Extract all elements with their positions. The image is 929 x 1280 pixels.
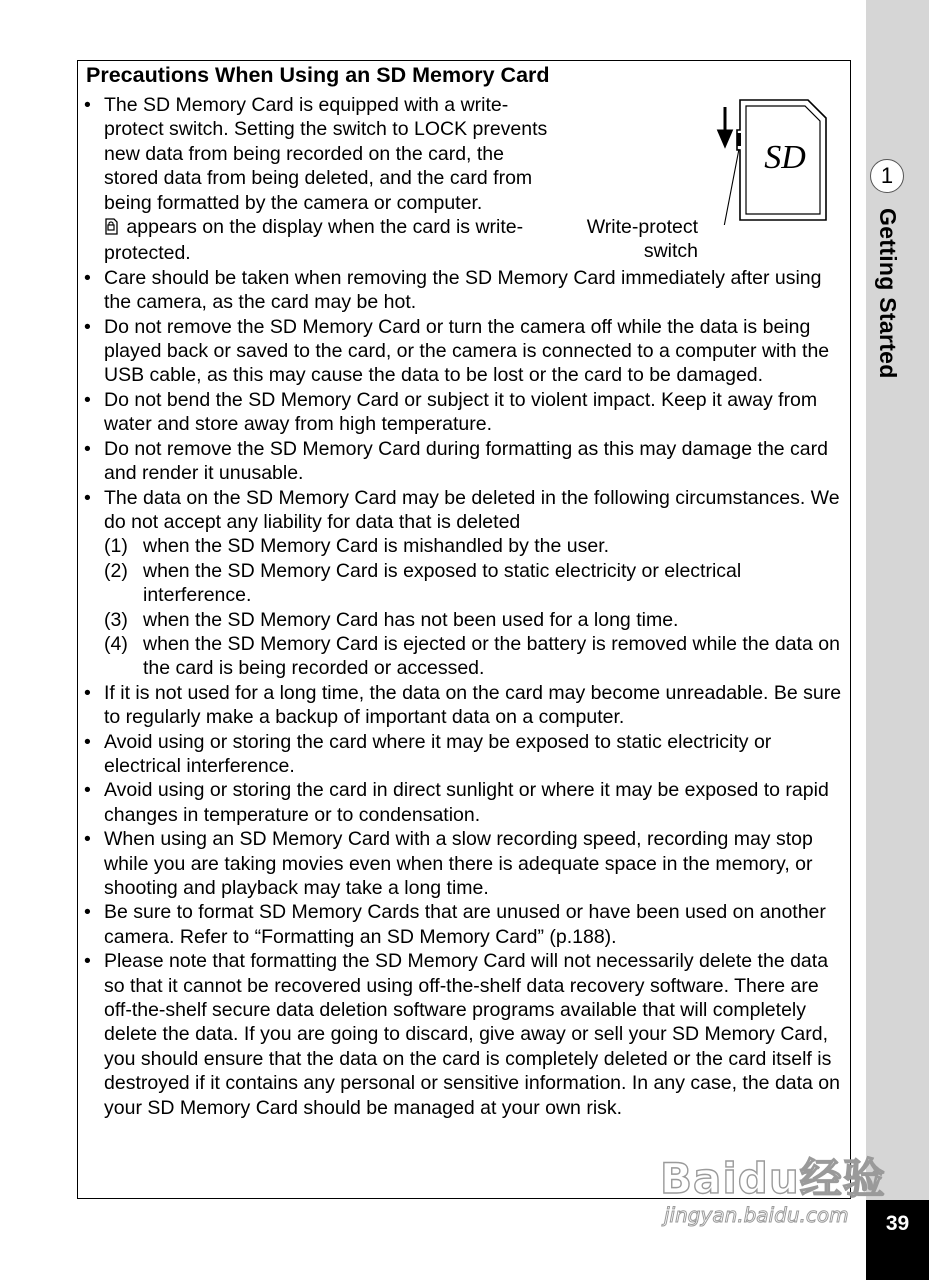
item-text: Care should be taken when removing the SD Memory Card immediately after using the camera, as the card may be hot. xyxy=(104,266,822,314)
watermark-url: jingyan.baidu.com xyxy=(664,1203,849,1227)
callout-label-line2: switch xyxy=(643,240,698,263)
write-protect-icon xyxy=(104,217,121,241)
bullet: • xyxy=(84,730,91,753)
bullet: • xyxy=(84,486,91,509)
sub-item-number: (4) xyxy=(104,632,128,655)
item-text: If it is not used for a long time, the data on the card may become unreadable. Be sure to regularly make a backup of important data on a computer. xyxy=(104,681,842,729)
chapter-title: Getting Started xyxy=(875,208,901,379)
list-item xyxy=(84,266,848,315)
item-text: Be sure to format SD Memory Cards that are unused or have been used on another camera. Refer to “Formatting an SD Memory Card” (p.188). xyxy=(104,901,826,948)
list-item xyxy=(84,388,848,437)
item-text: Do not remove the SD Memory Card or turn the camera off while the data is being played back or saved to the card, or the camera is connected to a computer with the USB cable, as this may cause the data to be lost or the card to be damaged. xyxy=(104,315,830,387)
list-item xyxy=(84,949,848,1120)
page-number: 39 xyxy=(885,1212,910,1235)
sub-list-item xyxy=(84,608,848,632)
bullet: • xyxy=(84,779,91,802)
list-item xyxy=(84,730,848,779)
bullet: • xyxy=(84,901,91,924)
item-text: The data on the SD Memory Card may be deleted in the following circumstances. We do not accept any liability for data that is deleted xyxy=(104,486,840,533)
sub-item-number: (3) xyxy=(104,608,128,631)
bullet: • xyxy=(84,315,91,338)
sub-item-text: when the SD Memory Card is exposed to static electricity or electrical interference. xyxy=(143,559,742,607)
sub-list-item xyxy=(84,632,848,681)
item-text: Do not bend the SD Memory Card or subject it to violent impact. Keep it away from water and store away from high temperature. xyxy=(104,388,818,436)
sub-list-item xyxy=(84,559,848,608)
item-text: Please note that formatting the SD Memory Card will not necessarily delete the data so that it cannot be recovered using off-the-shelf data recovery software. There are off-the-shelf secure data deletion software programs available that will completely delete the data. If you are going to discard, give away or sell your SD Memory Card, you should ensure that the data on the card is completely deleted or the card itself is destroyed if it contains any personal or sensitive information. In any case, the data on your SD Memory Card should be managed at your own risk. xyxy=(104,950,841,1119)
bullet: • xyxy=(84,388,91,411)
bullet: • xyxy=(84,94,91,116)
bullet: • xyxy=(84,437,91,460)
list-item xyxy=(84,681,848,730)
chapter-number-badge: 1 xyxy=(870,159,904,193)
item-text: Avoid using or storing the card in direct sunlight or where it may be exposed to rapid changes in temperature or to condensation. xyxy=(104,779,829,826)
list-item xyxy=(84,827,848,900)
item-text: The SD Memory Card is equipped with a write-protect switch. Setting the switch to LOCK prevents new data from being recorded on the card, the stored data from being deleted, and the card from being formatted by the camera or computer. xyxy=(104,94,548,214)
precautions-list xyxy=(84,93,848,1120)
sd-card-logo: SD xyxy=(764,139,806,176)
callout-label-line1: Write-protect xyxy=(586,216,698,238)
bullet: • xyxy=(84,681,91,704)
bullet: • xyxy=(84,828,91,851)
sub-list-item xyxy=(84,534,848,558)
sub-item-number: (1) xyxy=(104,535,128,558)
bullet: • xyxy=(84,266,91,289)
item-note xyxy=(104,215,554,266)
list-item xyxy=(84,93,848,266)
list-item xyxy=(84,778,848,827)
sub-item-text: when the SD Memory Card is mishandled by the user. xyxy=(143,535,610,558)
watermark-brand: Baidu经验 xyxy=(660,1154,886,1203)
list-item xyxy=(84,486,848,535)
sub-item-number: (2) xyxy=(104,559,128,582)
note-text: appears on the display when the card is write-protected. xyxy=(104,216,524,265)
sub-item-text: when the SD Memory Card has not been used for a long time. xyxy=(143,608,679,631)
bullet: • xyxy=(84,950,91,973)
item-text: Avoid using or storing the card where it may be exposed to static electricity or electrical interference. xyxy=(104,730,772,777)
list-item xyxy=(84,315,848,388)
sub-item-text: when the SD Memory Card is ejected or the battery is removed while the data on the card is being recorded or accessed. xyxy=(143,632,840,680)
item-text: When using an SD Memory Card with a slow recording speed, recording may stop while you are taking movies even when there is adequate space in the memory, or shooting and playback may take a long time. xyxy=(104,828,813,899)
list-item xyxy=(84,437,848,486)
section-heading: Precautions When Using an SD Memory Card xyxy=(86,63,550,87)
item-text: Do not remove the SD Memory Card during formatting as this may damage the card and render it unusable. xyxy=(104,437,828,485)
list-item xyxy=(84,900,848,949)
